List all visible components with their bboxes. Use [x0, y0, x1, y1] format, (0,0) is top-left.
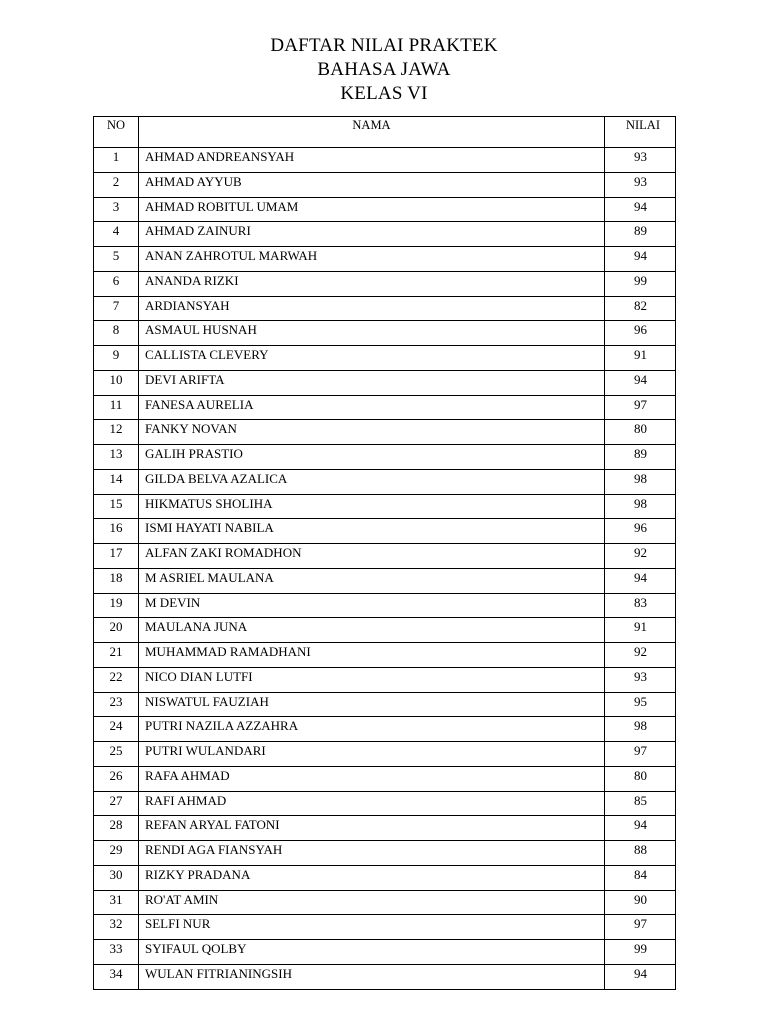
table-row	[94, 222, 676, 247]
cell-no: 15	[94, 494, 139, 519]
cell-nama: AHMAD ANDREANSYAH	[139, 148, 605, 173]
cell-nama: ANANDA RIZKI	[139, 271, 605, 296]
cell-nama: RAFI AHMAD	[139, 791, 605, 816]
table-row	[94, 593, 676, 618]
cell-nama: DEVI ARIFTA	[139, 370, 605, 395]
cell-no: 2	[94, 172, 139, 197]
cell-nama: RENDI AGA FIANSYAH	[139, 841, 605, 866]
table-row	[94, 667, 676, 692]
cell-nilai: 89	[605, 222, 676, 247]
cell-no: 30	[94, 865, 139, 890]
cell-nama: AHMAD ZAINURI	[139, 222, 605, 247]
cell-no: 25	[94, 742, 139, 767]
cell-no: 11	[94, 395, 139, 420]
table-row	[94, 395, 676, 420]
cell-no: 19	[94, 593, 139, 618]
cell-nilai: 96	[605, 321, 676, 346]
cell-nilai: 96	[605, 519, 676, 544]
table-row	[94, 346, 676, 371]
cell-no: 16	[94, 519, 139, 544]
table-row	[94, 717, 676, 742]
cell-nama: CALLISTA CLEVERY	[139, 346, 605, 371]
cell-nama: RO'AT AMIN	[139, 890, 605, 915]
cell-nilai: 98	[605, 494, 676, 519]
title-line-1: DAFTAR NILAI PRAKTEK	[270, 35, 498, 56]
cell-nilai: 93	[605, 172, 676, 197]
cell-no: 33	[94, 940, 139, 965]
cell-nama: AHMAD AYYUB	[139, 172, 605, 197]
table-row	[94, 816, 676, 841]
cell-no: 31	[94, 890, 139, 915]
cell-nama: MAULANA JUNA	[139, 618, 605, 643]
cell-nama: M DEVIN	[139, 593, 605, 618]
cell-nilai: 92	[605, 643, 676, 668]
cell-nama: ASMAUL HUSNAH	[139, 321, 605, 346]
cell-nama: FANKY NOVAN	[139, 420, 605, 445]
cell-nilai: 90	[605, 890, 676, 915]
table-row	[94, 172, 676, 197]
cell-nilai: 80	[605, 420, 676, 445]
cell-nama: ALFAN ZAKI ROMADHON	[139, 544, 605, 569]
table-row	[94, 865, 676, 890]
cell-nilai: 88	[605, 841, 676, 866]
cell-nilai: 80	[605, 766, 676, 791]
table-row	[94, 692, 676, 717]
title-line-2: BAHASA JAWA	[317, 59, 451, 80]
table-row	[94, 568, 676, 593]
cell-no: 24	[94, 717, 139, 742]
cell-nilai: 83	[605, 593, 676, 618]
cell-no: 12	[94, 420, 139, 445]
table-row	[94, 519, 676, 544]
table-row	[94, 841, 676, 866]
cell-no: 17	[94, 544, 139, 569]
cell-nilai: 98	[605, 469, 676, 494]
cell-nilai: 99	[605, 271, 676, 296]
cell-no: 3	[94, 197, 139, 222]
cell-nama: WULAN FITRIANINGSIH	[139, 964, 605, 989]
table-row	[94, 370, 676, 395]
cell-nilai: 82	[605, 296, 676, 321]
cell-nama: ARDIANSYAH	[139, 296, 605, 321]
table-row	[94, 197, 676, 222]
cell-no: 22	[94, 667, 139, 692]
cell-no: 18	[94, 568, 139, 593]
cell-nilai: 91	[605, 346, 676, 371]
cell-no: 29	[94, 841, 139, 866]
cell-nilai: 94	[605, 816, 676, 841]
cell-nilai: 93	[605, 667, 676, 692]
table-row	[94, 420, 676, 445]
cell-nama: GALIH PRASTIO	[139, 445, 605, 470]
cell-nilai: 94	[605, 370, 676, 395]
cell-no: 4	[94, 222, 139, 247]
table-row	[94, 964, 676, 989]
document-title	[0, 34, 768, 106]
table-row	[94, 544, 676, 569]
cell-nilai: 97	[605, 742, 676, 767]
cell-nilai: 94	[605, 964, 676, 989]
cell-no: 8	[94, 321, 139, 346]
cell-nama: SYIFAUL QOLBY	[139, 940, 605, 965]
cell-nama: HIKMATUS SHOLIHA	[139, 494, 605, 519]
cell-nama: ANAN ZAHROTUL MARWAH	[139, 247, 605, 272]
cell-nilai: 92	[605, 544, 676, 569]
cell-no: 28	[94, 816, 139, 841]
table-row	[94, 445, 676, 470]
table-body	[94, 148, 676, 990]
table-row	[94, 890, 676, 915]
cell-no: 21	[94, 643, 139, 668]
cell-nilai: 94	[605, 568, 676, 593]
cell-nilai: 93	[605, 148, 676, 173]
cell-no: 1	[94, 148, 139, 173]
cell-no: 34	[94, 964, 139, 989]
grades-table	[93, 116, 676, 990]
header-nilai: NILAI	[605, 117, 676, 148]
cell-no: 5	[94, 247, 139, 272]
cell-nilai: 98	[605, 717, 676, 742]
cell-no: 23	[94, 692, 139, 717]
cell-nilai: 97	[605, 915, 676, 940]
cell-nama: SELFI NUR	[139, 915, 605, 940]
table-row	[94, 296, 676, 321]
table-row	[94, 791, 676, 816]
table-row	[94, 915, 676, 940]
table-row	[94, 494, 676, 519]
cell-nama: NICO DIAN LUTFI	[139, 667, 605, 692]
cell-nilai: 94	[605, 197, 676, 222]
cell-nama: M ASRIEL MAULANA	[139, 568, 605, 593]
table-row	[94, 618, 676, 643]
cell-nama: FANESA AURELIA	[139, 395, 605, 420]
cell-nama: REFAN ARYAL FATONI	[139, 816, 605, 841]
cell-no: 26	[94, 766, 139, 791]
cell-nilai: 99	[605, 940, 676, 965]
cell-nilai: 84	[605, 865, 676, 890]
table-row	[94, 742, 676, 767]
table-row	[94, 247, 676, 272]
header-nama: NAMA	[139, 117, 605, 148]
cell-nilai: 91	[605, 618, 676, 643]
table-row	[94, 766, 676, 791]
table-row	[94, 321, 676, 346]
cell-nilai: 89	[605, 445, 676, 470]
cell-nama: AHMAD ROBITUL UMAM	[139, 197, 605, 222]
cell-no: 7	[94, 296, 139, 321]
cell-nama: GILDA BELVA AZALICA	[139, 469, 605, 494]
cell-nama: RIZKY PRADANA	[139, 865, 605, 890]
cell-no: 13	[94, 445, 139, 470]
cell-nama: RAFA AHMAD	[139, 766, 605, 791]
table-row	[94, 940, 676, 965]
cell-nama: PUTRI NAZILA AZZAHRA	[139, 717, 605, 742]
cell-nilai: 95	[605, 692, 676, 717]
cell-no: 9	[94, 346, 139, 371]
cell-nilai: 97	[605, 395, 676, 420]
cell-nama: ISMI HAYATI NABILA	[139, 519, 605, 544]
header-no: NO	[94, 117, 139, 148]
table-row	[94, 271, 676, 296]
table-row	[94, 469, 676, 494]
cell-no: 6	[94, 271, 139, 296]
cell-nama: NISWATUL FAUZIAH	[139, 692, 605, 717]
cell-no: 27	[94, 791, 139, 816]
cell-nilai: 94	[605, 247, 676, 272]
table-row	[94, 148, 676, 173]
cell-nilai: 85	[605, 791, 676, 816]
table-row	[94, 643, 676, 668]
cell-nama: PUTRI WULANDARI	[139, 742, 605, 767]
cell-nama: MUHAMMAD RAMADHANI	[139, 643, 605, 668]
title-line-3: KELAS VI	[340, 83, 428, 104]
cell-no: 10	[94, 370, 139, 395]
cell-no: 32	[94, 915, 139, 940]
cell-no: 20	[94, 618, 139, 643]
cell-no: 14	[94, 469, 139, 494]
table-header-row	[94, 117, 676, 148]
